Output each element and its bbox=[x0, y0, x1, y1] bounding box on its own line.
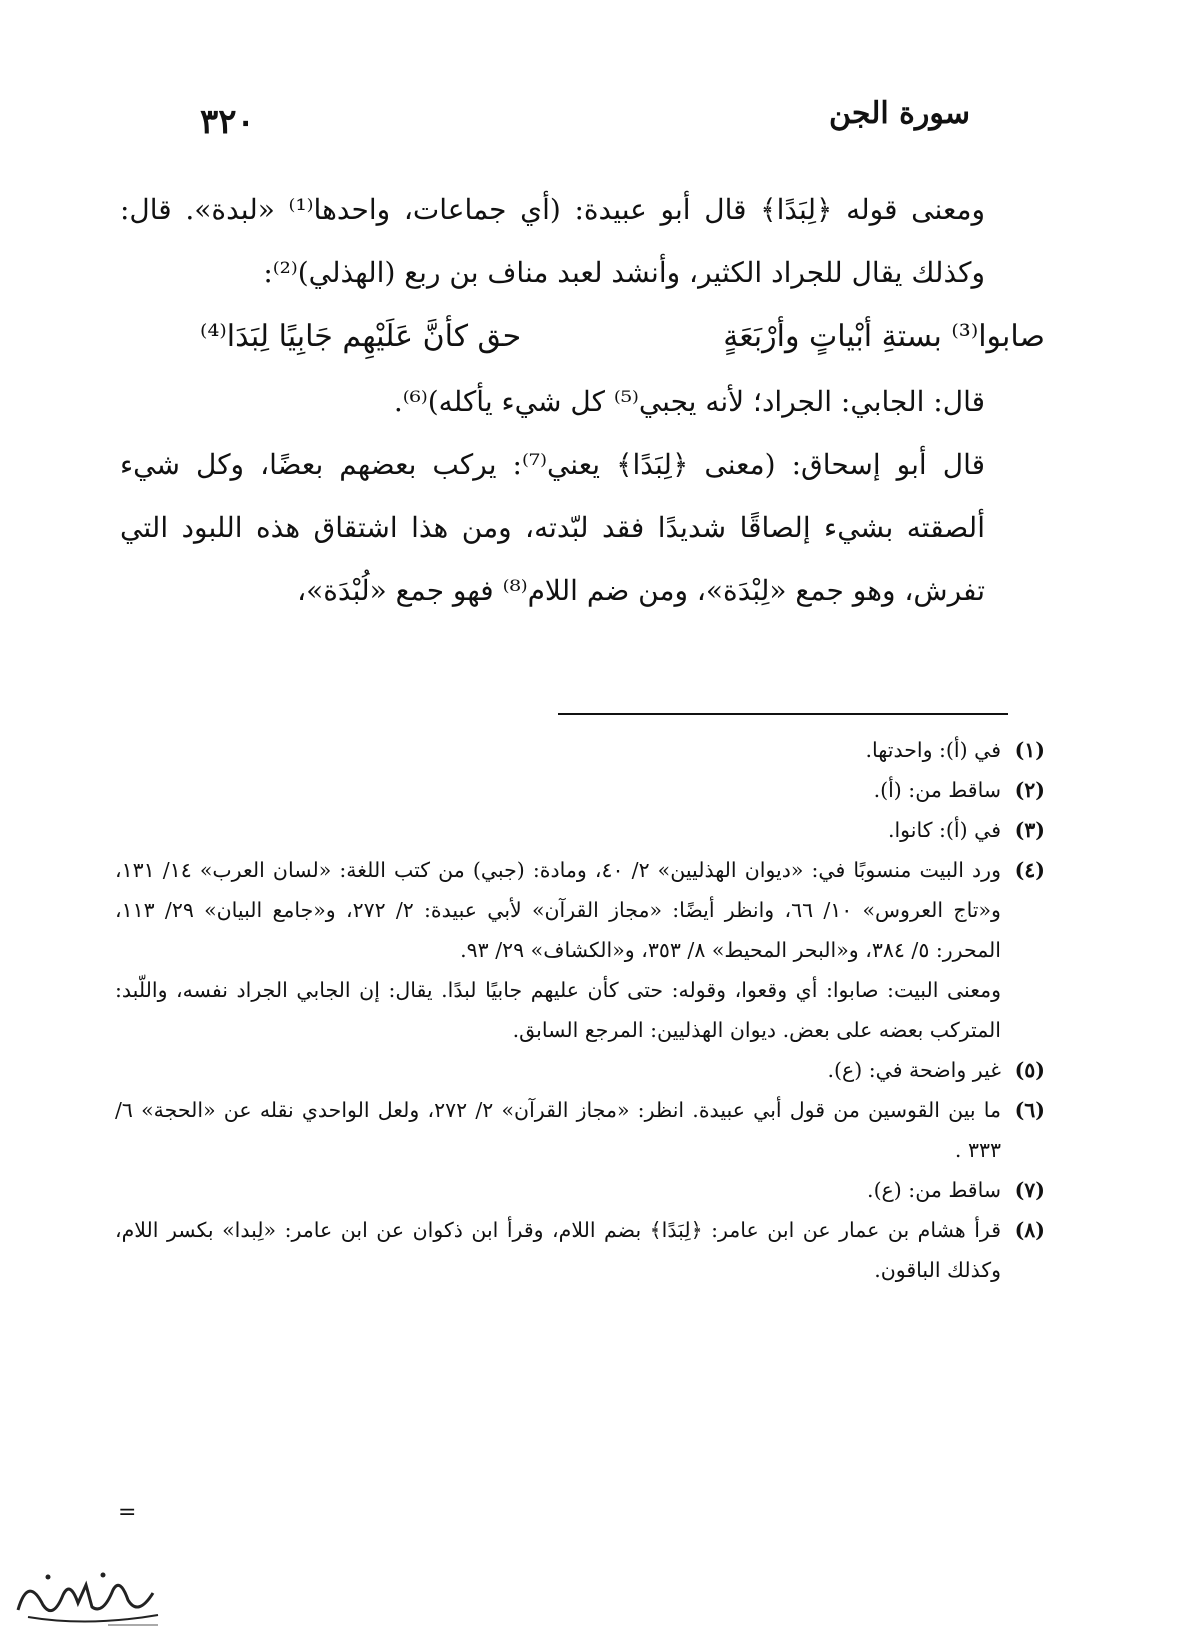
paragraph-1: ومعنى قوله ﴿لِبَدًا﴾ قال أبو عبيدة: (أي جماعات، واحدها⁽¹⁾ «لبدة». قال: وكذلك يقال للجراد الكثير، وأنشد لعبد مناف بن ربع (الهذلي)⁽²⁾: bbox=[120, 193, 985, 289]
verse-first-hemistich: صابوا⁽³⁾ بستةِ أبْياتٍ وأرْبَعَةٍ bbox=[723, 319, 1045, 354]
footnote-continuation: ومعنى البيت: صابوا: أي وقعوا، وقوله: حتى كأن عليهم جابيًا لبدًا. يقال: إن الجابي الجراد نفسه، واللّبد: المتركب بعضه على بعض. ديوان الهذليين: المرجع السابق. bbox=[115, 978, 1001, 1042]
footnote-number: (٣) bbox=[1014, 818, 1045, 842]
footnote-text: ورد البيت منسوبًا في: «ديوان الهذليين» ٢/ ٤٠، ومادة: (جبي) من كتب اللغة: «لسان العرب» ١٤/ ١٣١، و«تاج العروس» ١٠/ ٦٦، وانظر أيضًا: «مجاز القرآن» لأبي عبيدة: ٢/ ٢٧٢، و«جامع البيان» ٢٩/ ١١٣، المحرر: ٥/ ٣٨٤، و«البحر المحيط» ٨/ ٣٥٣، و«الكشاف» ٢٩/ ٩٣. bbox=[115, 858, 1001, 962]
footnote bbox=[115, 730, 1045, 770]
footnote-number: (٦) bbox=[1014, 1098, 1045, 1122]
verse-second-hemistich: حق كأنَّ عَلَيْهِم جَابِيًا لِبَدَا⁽⁴⁾ bbox=[200, 319, 522, 354]
footnote-number: (٧) bbox=[1014, 1178, 1045, 1202]
footnote-number: (٢) bbox=[1014, 778, 1045, 802]
footnote-text: ساقط من: (ع). bbox=[867, 1178, 1001, 1202]
footnote-number: (٥) bbox=[1014, 1058, 1045, 1082]
paragraph-2: قال: الجابي: الجراد؛ لأنه يجبي⁽⁵⁾ كل شيء يأكله)⁽⁶⁾. bbox=[393, 385, 985, 418]
footnote bbox=[115, 810, 1045, 850]
running-title: سورة الجن bbox=[829, 96, 970, 131]
page-number: ٣٢٠ bbox=[200, 102, 255, 142]
footnote-text: في (أ): واحدتها. bbox=[865, 738, 1001, 762]
footnote-text: ما بين القوسين من قول أبي عبيدة. انظر: «مجاز القرآن» ٢/ ٢٧٢، ولعل الواحدي نقله عن «الحجة» ٦/ ٣٣٣ . bbox=[115, 1098, 1001, 1162]
footnote bbox=[115, 1170, 1045, 1210]
footnote bbox=[115, 770, 1045, 810]
poetry-verse bbox=[120, 304, 1045, 370]
footnote bbox=[115, 1090, 1045, 1170]
footnote-number: (١) bbox=[1014, 738, 1045, 762]
footnote-separator bbox=[558, 713, 1008, 715]
footnote-text: غير واضحة في: (ع). bbox=[827, 1058, 1001, 1082]
footnote-text: ساقط من: (أ). bbox=[873, 778, 1001, 802]
main-text bbox=[120, 178, 1045, 622]
footnotes bbox=[115, 730, 1045, 1290]
footnote-number: (٤) bbox=[1014, 858, 1045, 882]
footnote bbox=[115, 1050, 1045, 1090]
publisher-logo bbox=[8, 1555, 168, 1635]
page-header bbox=[200, 96, 970, 146]
footnote-text: في (أ): كانوا. bbox=[887, 818, 1001, 842]
continuation-mark: = bbox=[118, 1500, 137, 1525]
footnote-number: (٨) bbox=[1014, 1218, 1045, 1242]
paragraph-3: قال أبو إسحاق: (معنى ﴿لِبَدًا﴾ يعني⁽⁷⁾: يركب بعضهم بعضًا، وكل شيء ألصقته بشيء إلصاقًا شديدًا فقد لبّدته، ومن هذا اشتقاق هذه اللبود التي تفرش، وهو جمع «لِبْدَة»، ومن ضم اللام⁽⁸⁾ فهو جمع «لُبْدَة»، bbox=[120, 448, 985, 607]
footnote-text: قرأ هشام بن عمار عن ابن عامر: ﴿لِبَدًا﴾ بضم اللام، وقرأ ابن ذكوان عن ابن عامر: «لِبدا» بكسر اللام، وكذلك الباقون. bbox=[115, 1218, 1001, 1282]
footnote bbox=[115, 1210, 1045, 1290]
footnote bbox=[115, 850, 1045, 970]
